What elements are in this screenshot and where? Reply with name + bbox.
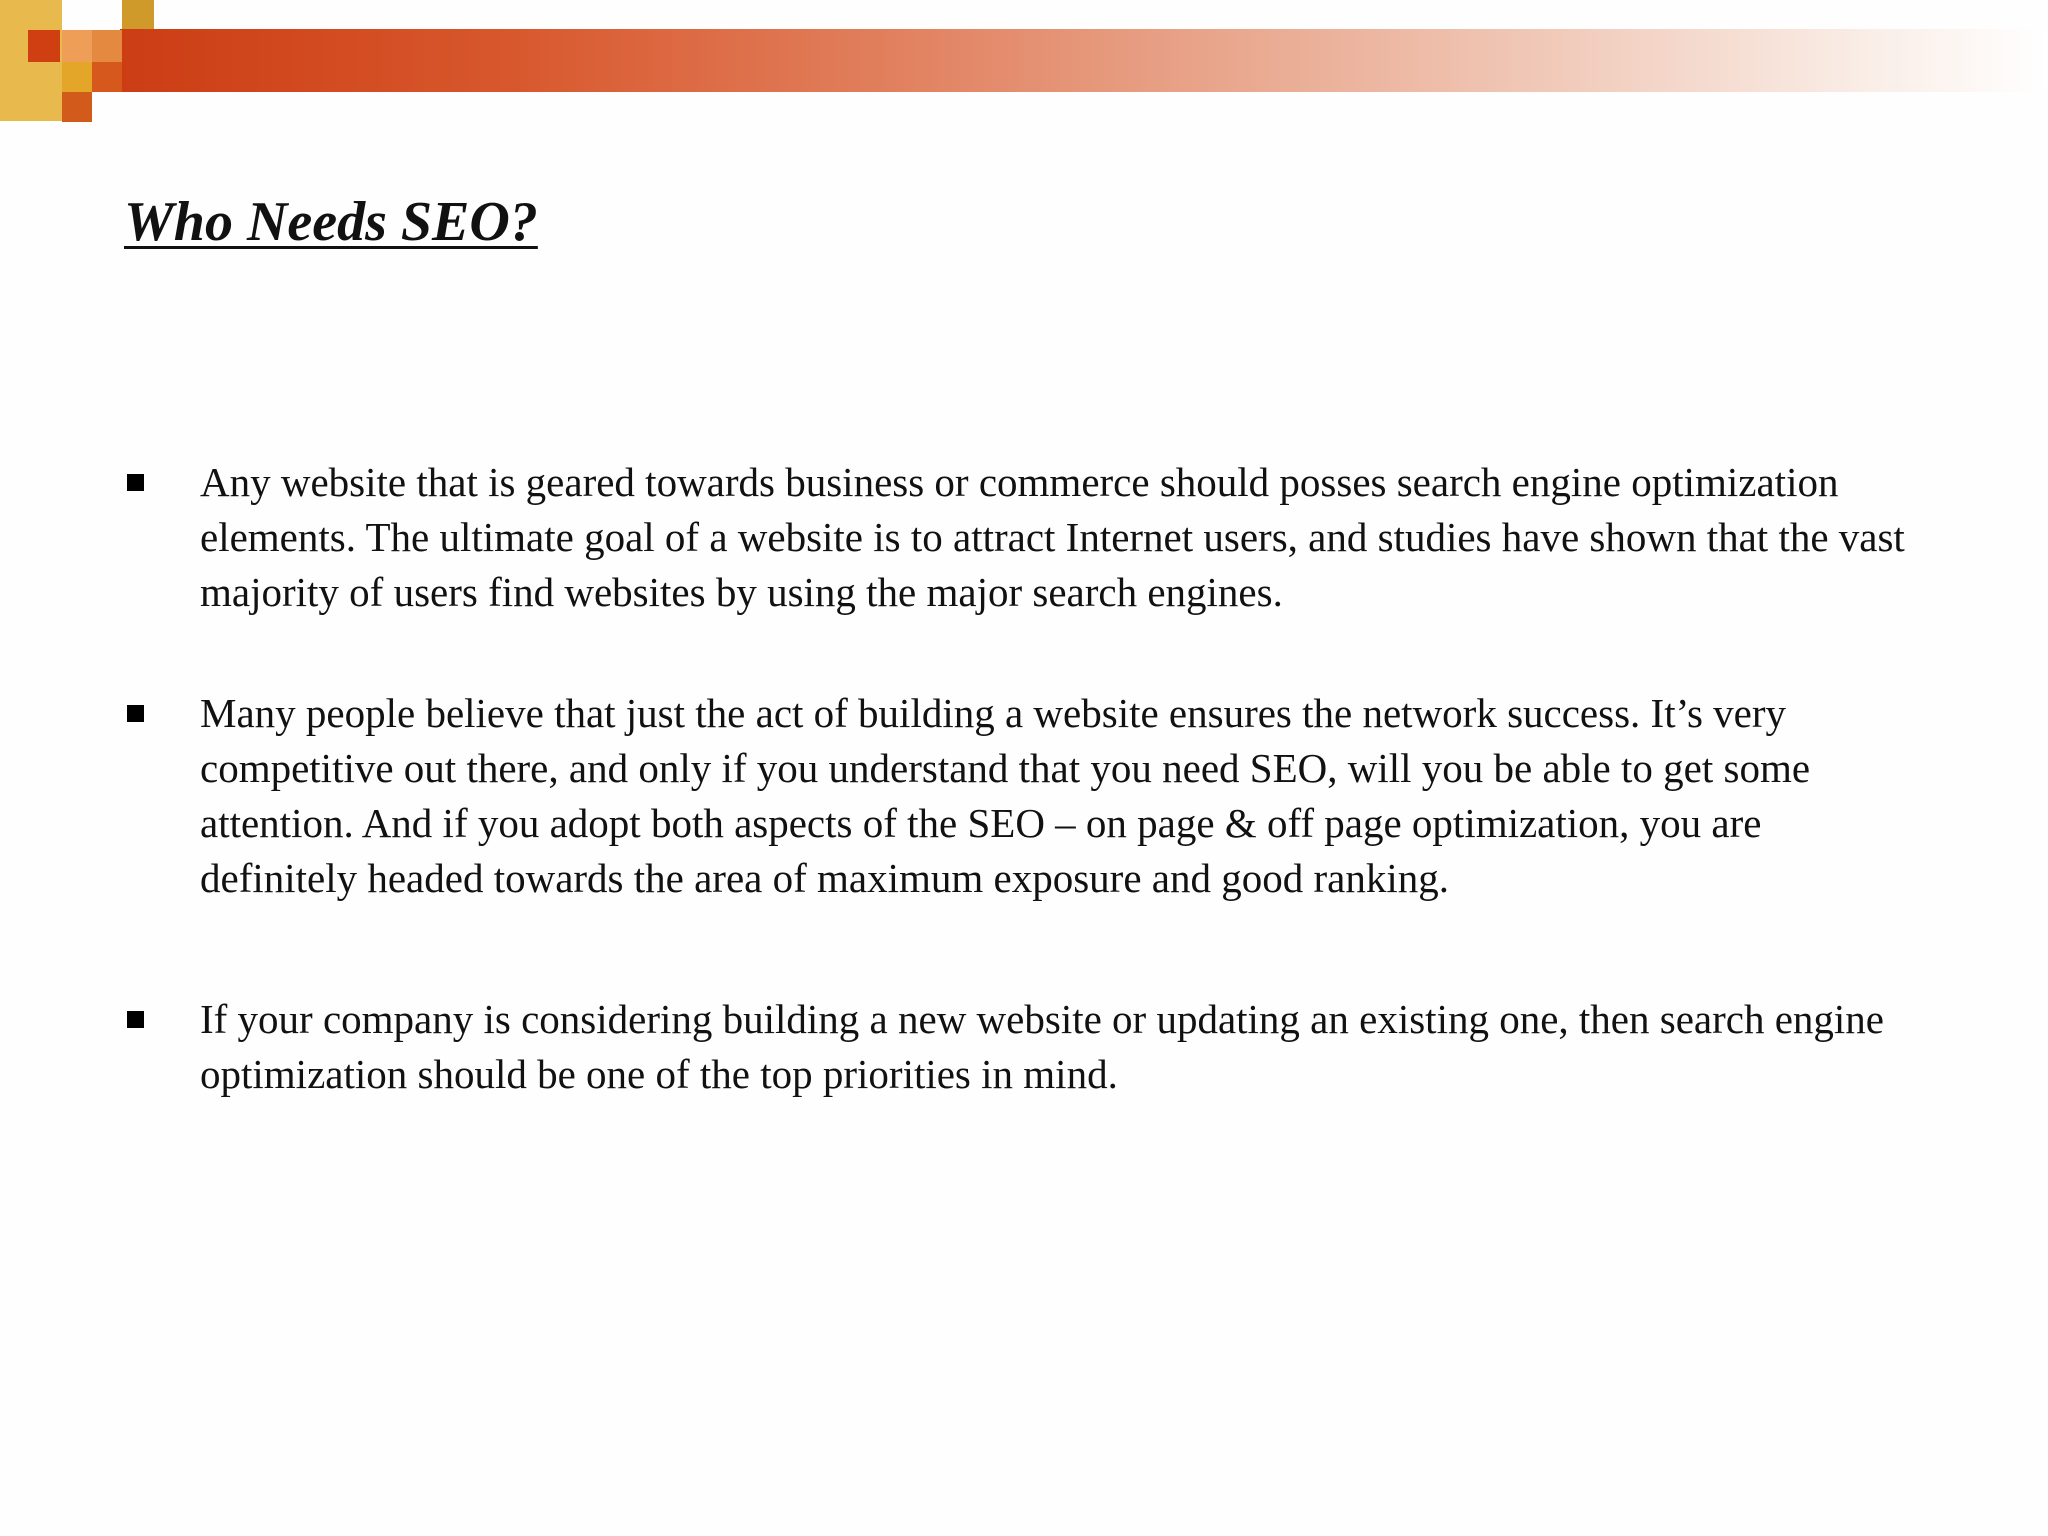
decor-square [62,92,92,122]
black-square-bullet-icon [127,474,144,491]
decor-square [62,30,92,62]
bullet-list [124,455,1924,1168]
decor-square [92,30,122,62]
bullet-item [124,686,1924,906]
bullet-text: Many people believe that just the act of building a website ensures the network success. It’s very competitive out there, and only if you understand that you need SEO, will you be able to get some attention. And if you adopt both aspects of the SEO – on page & off page optimization, you are definitely headed towards the area of maximum exposure and good ranking. [200,690,1811,901]
slide-title: Who Needs SEO? [124,191,538,253]
bullet-text: Any website that is geared towards business or commerce should posses search engine optimization elements. The ultimate goal of a website is to attract Internet users, and studies have shown that the vast majority of users find websites by using the major search engines. [200,459,1905,615]
decor-square [28,30,60,62]
header-gradient-band [120,29,2048,92]
decor-square [122,0,154,30]
black-square-bullet-icon [127,1011,144,1028]
bullet-text: If your company is considering building a new website or updating an existing one, then search engine optimization should be one of the top priorities in mind. [200,996,1884,1097]
bullet-item [124,992,1924,1102]
bullet-item [124,455,1924,620]
decor-square [92,62,122,92]
black-square-bullet-icon [127,705,144,722]
decor-square [62,62,92,92]
